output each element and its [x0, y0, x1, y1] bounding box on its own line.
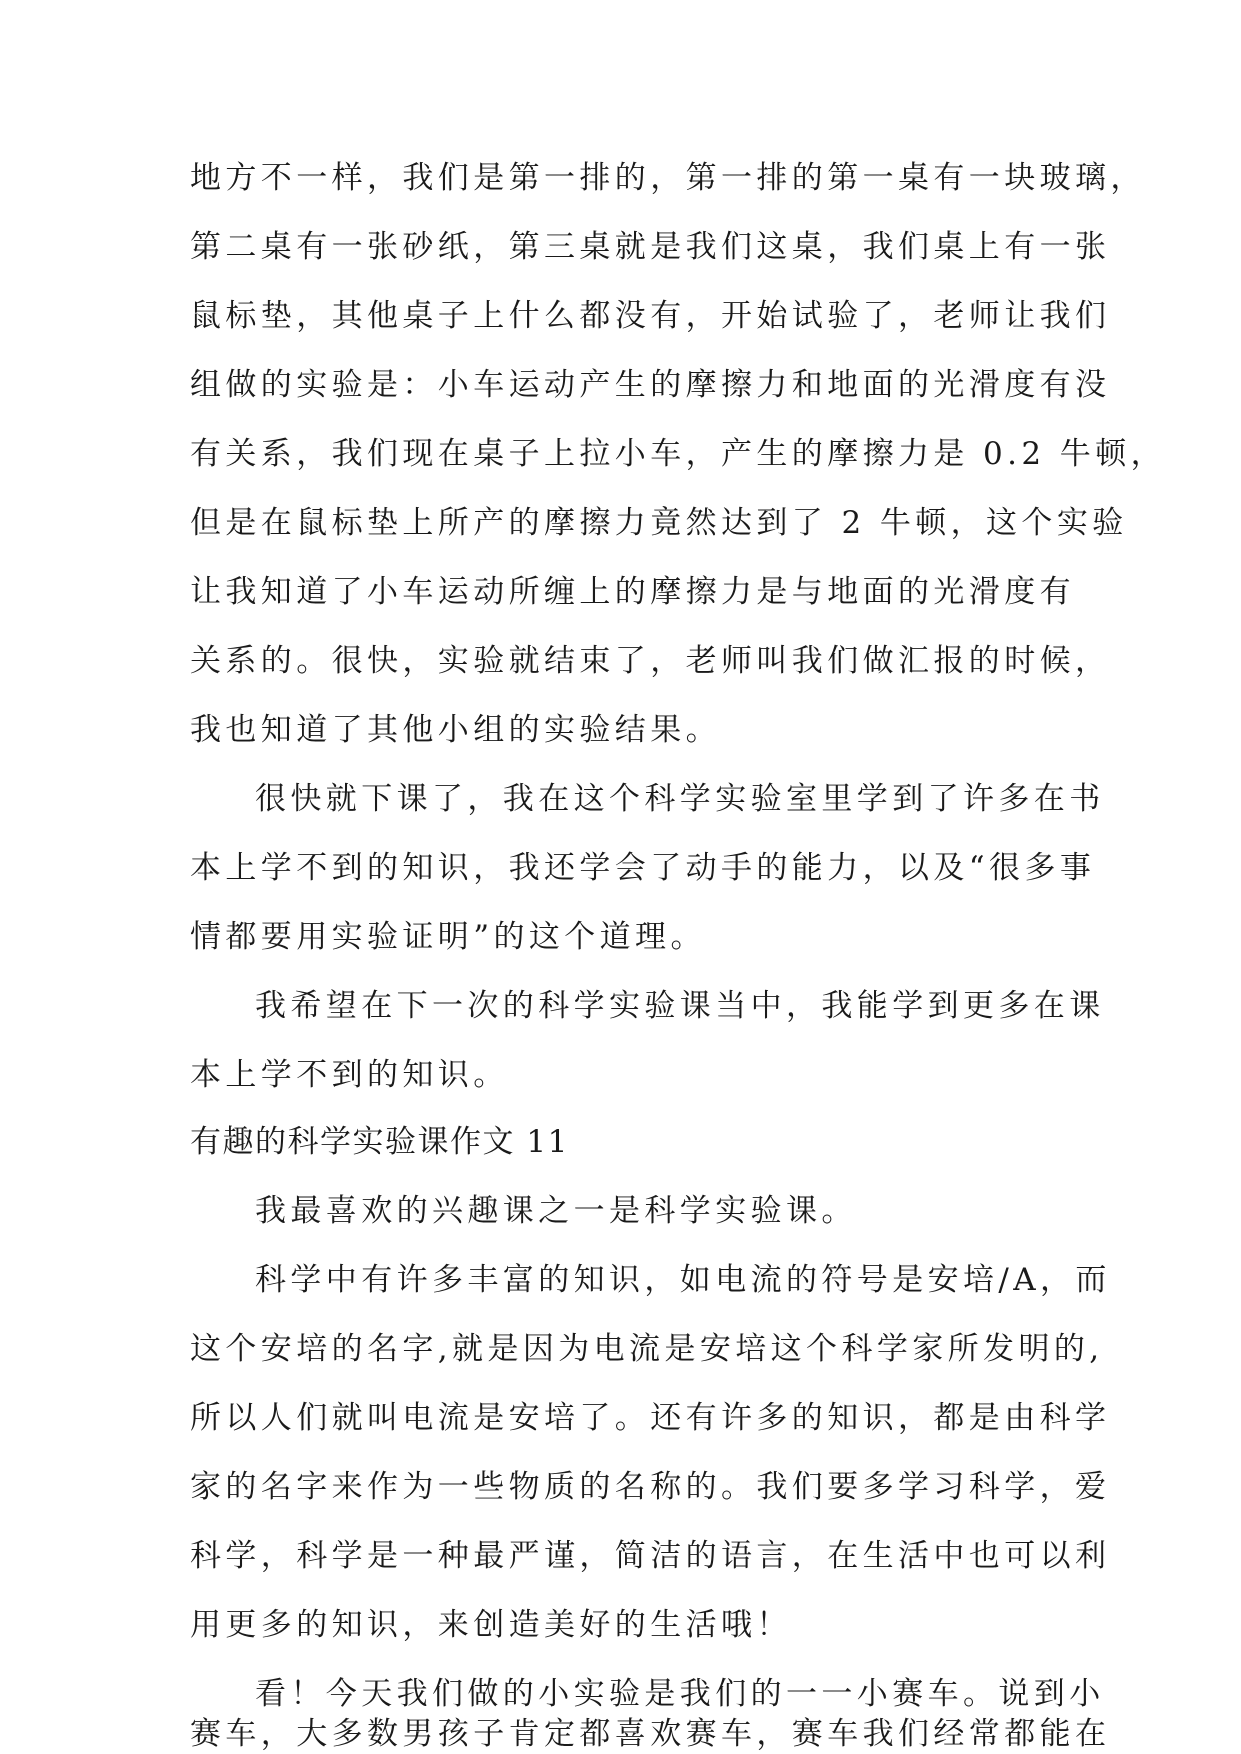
text-line: 第二桌有一张砂纸，第三桌就是我们这桌，我们桌上有一张	[190, 229, 1111, 265]
text-line: 有关系，我们现在桌子上拉小车，产生的摩擦力是 0.2 牛顿，	[190, 436, 1167, 472]
text-line: 本上学不到的知识，我还学会了动手的能力，以及“很多事	[190, 850, 1096, 886]
text-line: 让我知道了小车运动所缠上的摩擦力是与地面的光滑度有	[190, 574, 1075, 610]
text-line: 情都要用实验证明”的这个道理。	[190, 919, 706, 955]
paragraph-first-line: 很快就下课了，我在这个科学实验室里学到了许多在书	[255, 781, 1105, 817]
text-line: 用更多的知识，来创造美好的生活哦！	[190, 1607, 792, 1643]
paragraph-first-line: 我最喜欢的兴趣课之一是科学实验课。	[255, 1193, 857, 1229]
text-line: 但是在鼠标垫上所产的摩擦力竟然达到了 2 牛顿，这个实验	[190, 505, 1128, 541]
paragraph-first-line: 我希望在下一次的科学实验课当中，我能学到更多在课	[255, 988, 1105, 1024]
text-line: 家的名字来作为一些物质的名称的。我们要多学习科学，爱	[190, 1469, 1111, 1505]
text-line: 我也知道了其他小组的实验结果。	[190, 712, 721, 748]
text-line: 赛车，大多数男孩子肯定都喜欢赛车，赛车我们经常都能在	[190, 1716, 1111, 1752]
text-line: 组做的实验是：小车运动产生的摩擦力和地面的光滑度有没	[190, 367, 1111, 403]
text-line: 地方不一样，我们是第一排的，第一排的第一桌有一块玻璃，	[190, 160, 1146, 196]
text-line: 科学，科学是一种最严谨，简洁的语言，在生活中也可以利	[190, 1538, 1111, 1574]
text-line: 关系的。很快，实验就结束了，老师叫我们做汇报的时候，	[190, 643, 1111, 679]
text-line: 这个安培的名字,就是因为电流是安培这个科学家所发明的,	[190, 1331, 1104, 1367]
paragraph-first-line: 看！今天我们做的小实验是我们的一一小赛车。说到小	[255, 1676, 1105, 1712]
text-line: 本上学不到的知识。	[190, 1057, 509, 1093]
text-line: 所以人们就叫电流是安培了。还有许多的知识，都是由科学	[190, 1400, 1111, 1436]
paragraph-first-line: 科学中有许多丰富的知识，如电流的符号是安培/A，而	[255, 1262, 1111, 1298]
text-line: 鼠标垫，其他桌子上什么都没有，开始试验了，老师让我们	[190, 298, 1111, 334]
section-heading: 有趣的科学实验课作文 11	[190, 1124, 569, 1160]
